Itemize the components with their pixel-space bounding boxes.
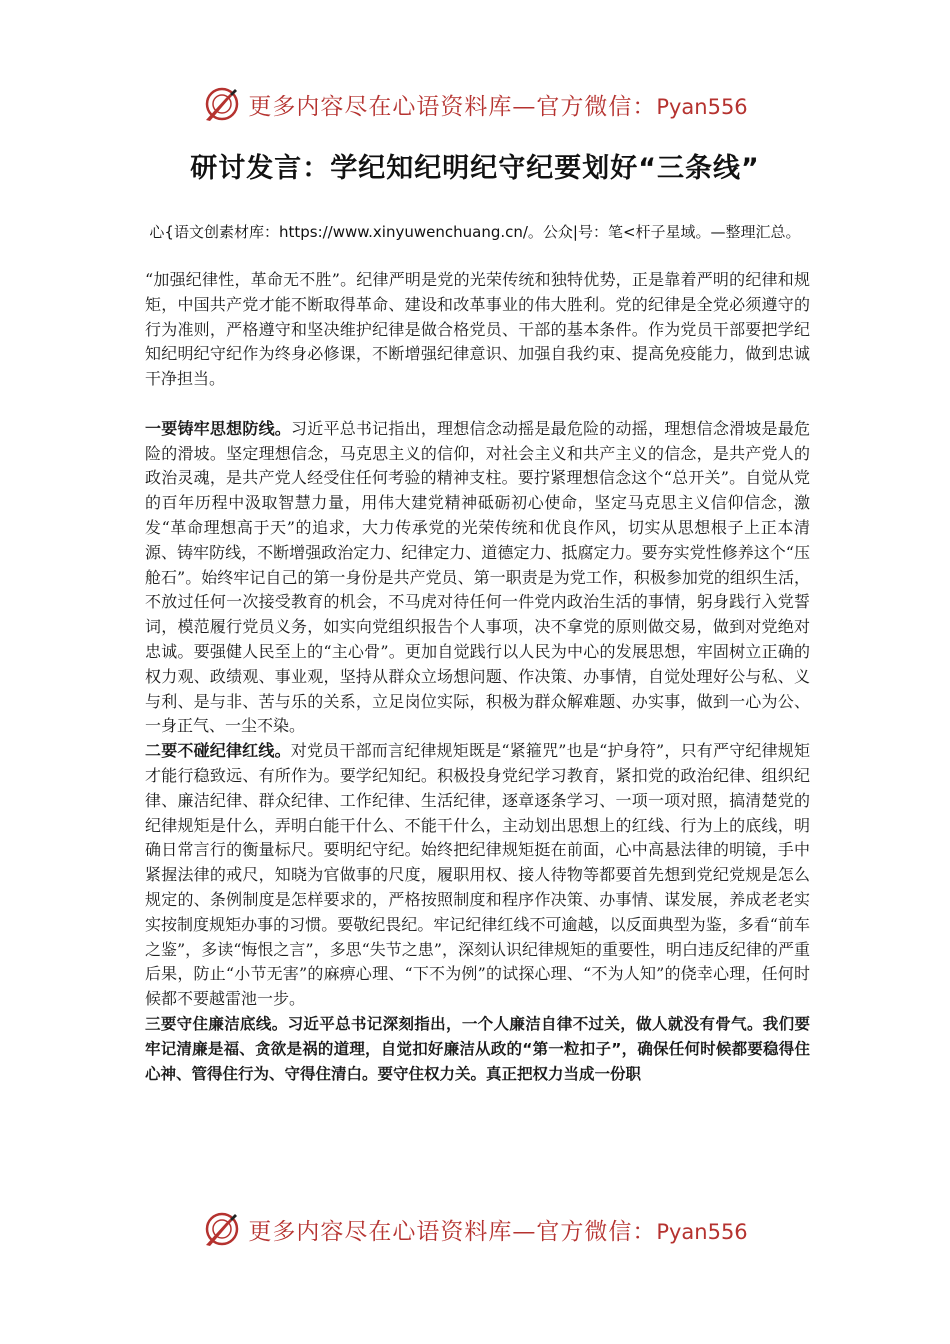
paragraph-gap bbox=[145, 392, 810, 417]
section-2-heading: 二要不碰纪律红线。 bbox=[145, 741, 291, 761]
footer-banner bbox=[0, 1205, 950, 1253]
xinyu-logo-icon bbox=[202, 84, 242, 124]
wechat-id: Pyan556 bbox=[656, 94, 748, 119]
header-banner bbox=[0, 80, 950, 128]
intro-paragraph: “加强纪律性，革命无不胜”。纪律严明是党的光荣传统和独特优势，正是靠着严明的纪律和规矩，中国共产党才能不断取得革命、建设和改革事业的伟大胜利。党的纪律是全党必须遵守的行为准则，严格遵守和坚决维护纪律是做合格党员、干部的基本条件。作为党员干部要把学纪知纪明纪守纪作为终身必修课，不断增强纪律意识、加强自我约束、提高免疫能力，做到忠诚干净担当。 bbox=[145, 270, 810, 389]
section-2 bbox=[145, 739, 810, 1012]
banner-text: 更多内容尽在心语资料库—官方微信：Pyan556 bbox=[248, 1218, 748, 1245]
section-1 bbox=[145, 417, 810, 739]
section-1-body: 习近平总书记指出，理想信念动摇是最危险的动摇，理想信念滑坡是最危险的滑坡。坚定理想信念，马克思主义的信仰，对社会主义和共产主义的信念，是共产党人的政治灵魂，是共产党人经受住任何考验的精神支柱。要拧紧理想信念这个“总开关”。自觉从党的百年历程中汲取智慧力量，用伟大建党精神砥砺初心使命，坚定马克思主义信仰信念，激发“革命理想高于天”的追求，大力传承党的光荣传统和优良作风，切实从思想根子上正本清源、铸牢防线，不断增强政治定力、纪律定力、道德定力、抵腐定力。要夯实党性修养这个“压舱石”。始终牢记自己的第一身份是共产党员、第一职责是为党工作，积极参加党的组织生活，不放过任何一次接受教育的机会，不马虎对待任何一件党内政治生活的事情，躬身践行入党誓词，模范履行党员义务，如实向党组织报告个人事项，决不拿党的原则做交易，做到对党绝对忠诚。要强健人民至上的“主心骨”。更加自觉践行以人民为中心的发展思想，牢固树立正确的权力观、政绩观、事业观，坚持从群众立场想问题、作决策、办事情，自觉处理好公与私、义与利、是与非、苦与乐的关系，立足岗位实际，积极为群众解难题、办实事，做到一心为公、一身正气、一尘不染。 bbox=[145, 418, 810, 736]
xinyu-logo-icon bbox=[202, 1209, 242, 1249]
document-title: 研讨发言：学纪知纪明纪守纪要划好“三条线” bbox=[190, 153, 760, 184]
source-note: 心{语文创素材库：https://www.xinyuwenchuang.cn/。公众|号：笔<杆子星域。—整理汇总。 bbox=[149, 223, 801, 241]
wechat-id: Pyan556 bbox=[656, 1219, 748, 1244]
section-1-heading: 一要铸牢思想防线。 bbox=[145, 418, 292, 438]
banner-text: 更多内容尽在心语资料库—官方微信：Pyan556 bbox=[248, 93, 748, 120]
document-body bbox=[145, 268, 810, 1086]
section-3: 三要守住廉洁底线。习近平总书记深刻指出，一个人廉洁自律不过关，做人就没有骨气。我们要牢记清廉是福、贪欲是祸的道理，自觉扣好廉洁从政的“第一粒扣子”，确保任何时候都要稳得住心神、管得住行为、守得住清白。要守住权力关。真正把权力当成一份职 bbox=[145, 1014, 810, 1083]
section-2-body: 对党员干部而言纪律规矩既是“紧箍咒”也是“护身符”，只有严守纪律规矩才能行稳致远、有所作为。要学纪知纪。积极投身党纪学习教育，紧扣党的政治纪律、组织纪律、廉洁纪律、群众纪律、工作纪律、生活纪律，逐章逐条学习、一项一项对照，搞清楚党的纪律规矩是什么，弄明白能干什么、不能干什么，主动划出思想上的红线、行为上的底线，明确日常言行的衡量标尺。要明纪守纪。始终把纪律规矩挺在前面，心中高悬法律的明镜，手中紧握法律的戒尺，知晓为官做事的尺度，履职用权、接人待物等都要首先想到党纪党规是怎么规定的、条例制度是怎样要求的，严格按照制度和程序作决策、办事情、谋发展，养成老老实实按制度规矩办事的习惯。要敬纪畏纪。牢记纪律红线不可逾越，以反面典型为鉴，多看“前车之鉴”，多读“悔恨之言”，多思“失节之患”，深刻认识纪律规矩的重要性，明白违反纪律的严重后果，防止“小节无害”的麻痹心理、“下不为例”的试探心理、“不为人知”的侥幸心理，任何时候都不要越雷池一步。 bbox=[145, 741, 810, 1009]
